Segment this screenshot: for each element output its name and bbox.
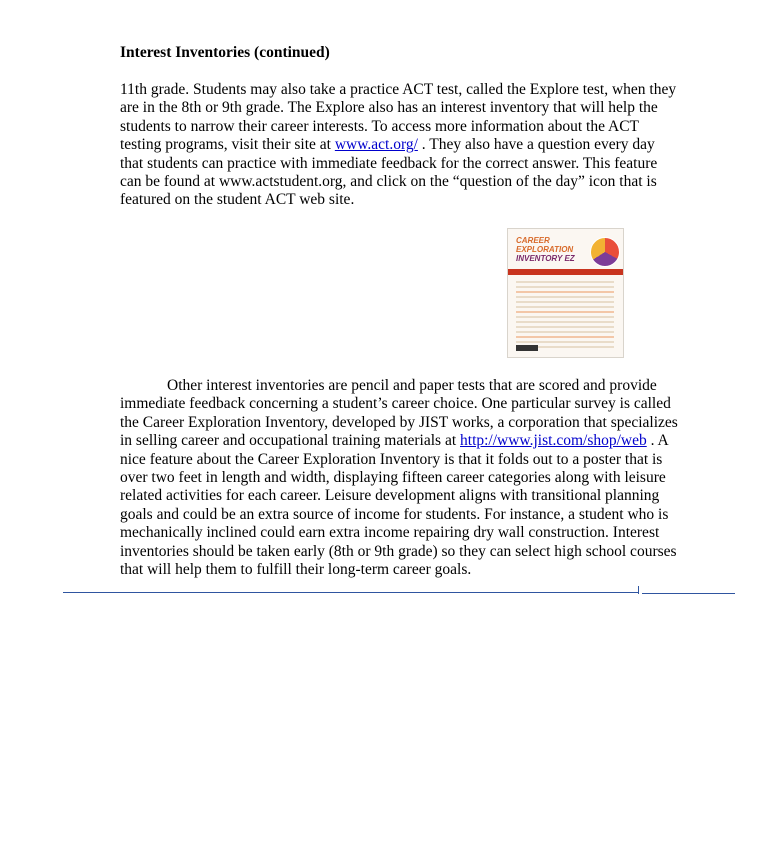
jist-website-link[interactable]: http://www.jist.com/shop/web [460, 432, 647, 450]
page-boundary-marker [638, 586, 639, 594]
page-boundary-line [642, 593, 735, 594]
act-website-link[interactable]: www.act.org/ [334, 136, 418, 154]
cover-title-line: INVENTORY EZ [516, 254, 575, 263]
career-exploration-inventory-cover-image [507, 228, 624, 358]
publisher-logo-icon [516, 345, 538, 351]
paragraph-text: 11th grade. Students may also take a practice ACT test, called the Explore test, when they are in the 8th or 9th grade. The Explore also has an interest inventory that will help the students to narrow their career interests. To access more information about the ACT testing programs, visit their site at [120, 81, 677, 154]
cover-band [508, 269, 623, 275]
cover-text-lines [516, 281, 614, 351]
cover-title [516, 236, 586, 263]
paragraph-career-inventory [120, 377, 680, 591]
cei-logo-icon [590, 237, 620, 267]
paragraph-text: Other interest inventories are pencil and paper tests that are scored and provide immediate feedback concerning a student’s career choice. One particular survey is called the Career Exploration Inventory, developed by JIST works, a corporation that specializes in selling career and occupational training materials at [120, 377, 678, 450]
page-boundary-line [63, 592, 638, 593]
cover-title-line: CAREER [516, 236, 550, 245]
section-heading: Interest Inventories (continued) [120, 44, 330, 61]
paragraph-text: . They also have a question every day that students can practice with immediate feedback for the correct answer. This feature can be found at www.actstudent.org, and click on the “question of the day” icon that is featured on the student ACT web site. [120, 136, 658, 209]
paragraph-text: . A nice feature about the Career Exploration Inventory is that it folds out to a poster that is over two feet in length and width, displaying fifteen career categories along with leisure related activities for each career. Leisure development aligns with transitional planning goals and could be an extra source of income for students. For instance, a student who is mechanically inclined could earn extra income repairing dry wall construction. Interest inventories should be taken early (8th or 9th grade) so they can select high school courses that will help them to fulfill their long-term career goals. [120, 432, 677, 579]
paragraph-act-explore [120, 81, 680, 210]
cover-title-line: EXPLORATION [516, 245, 574, 254]
